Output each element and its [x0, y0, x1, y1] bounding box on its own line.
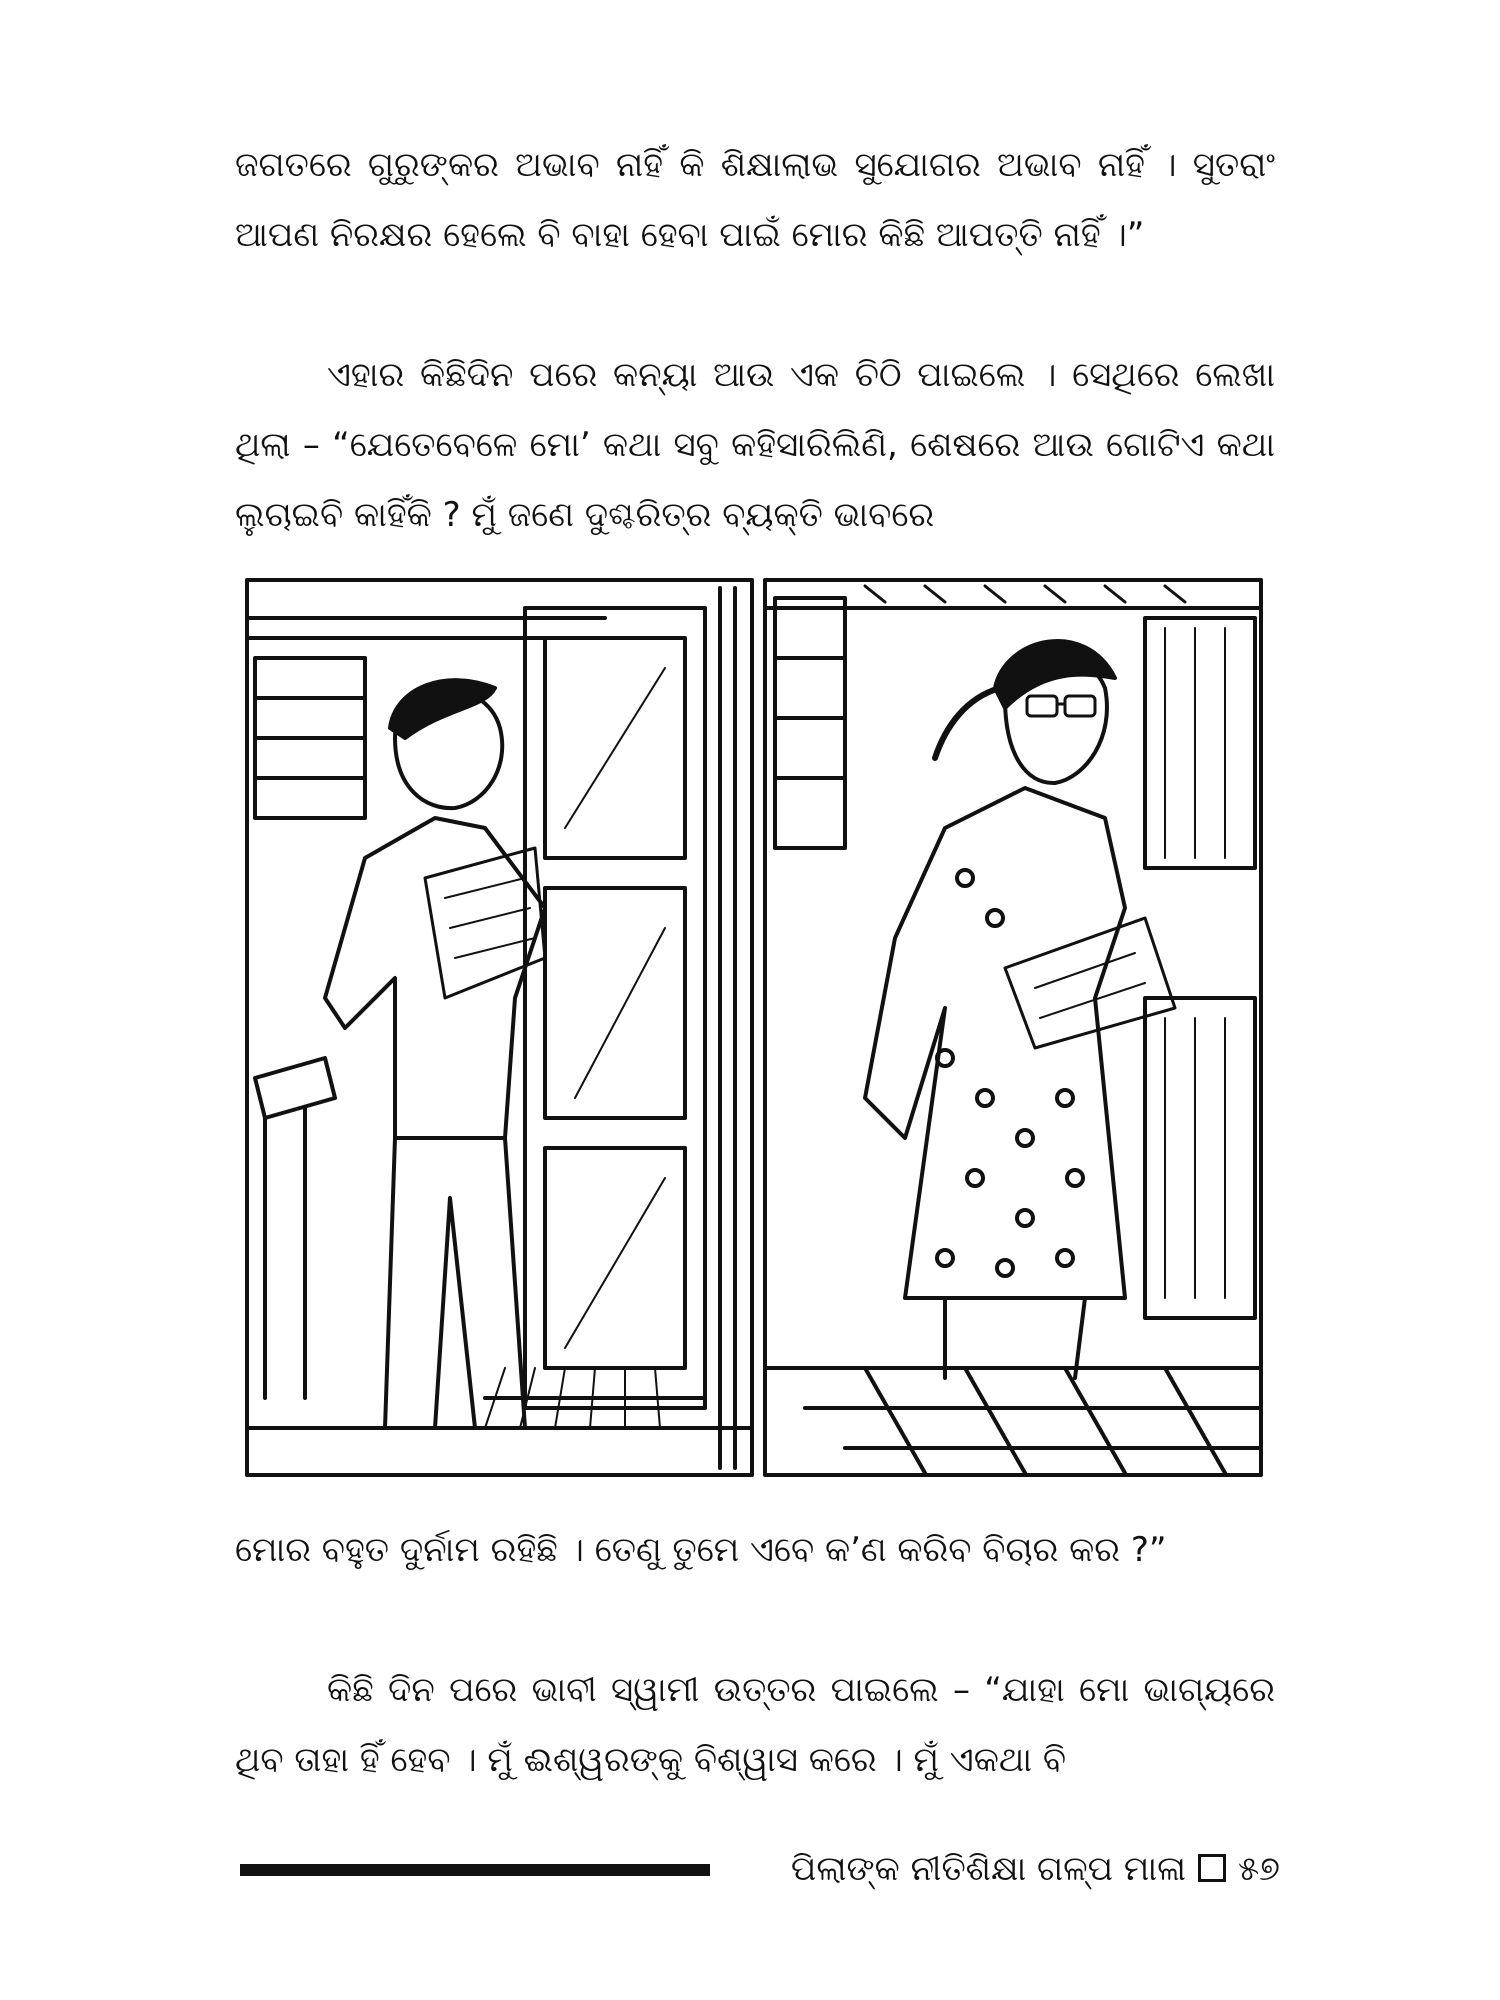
page-footer [240, 1840, 1280, 1900]
left-panel-frame [247, 580, 752, 1475]
footer-rule [240, 1864, 710, 1876]
paragraph-reply: କିଛି ଦିନ ପରେ ଭାବୀ ସ୍ୱାମୀ ଉତ୍ତର ପାଇଲେ – “ଯାହା ମୋ ଭାଗ୍ୟରେ ଥିବ ତାହା ହିଁ ହେବ । ମୁଁ ଈଶ୍ୱରଙ୍କୁ ବିଶ୍ୱାସ କରେ । ମୁଁ ଏକଥା ବି [235, 1670, 1275, 1780]
illustration-two-readers [245, 578, 1265, 1478]
right-room-background [765, 586, 1261, 1473]
paragraph-confession-end: ମୋର ବହୁତ ଦୁର୍ନାମ ରହିଛି । ତେଣୁ ତୁମେ ଏବେ କ’ଣ କରିବ ବିଚାର କର ?” [235, 1530, 1167, 1570]
paragraph-second-letter: ଏହାର କିଛିଦିନ ପରେ କନ୍ୟା ଆଉ ଏକ ଚିଠି ପାଇଲେ । ସେଥିରେ ଲେଖା ଥିଲା – “ଯେତେବେଳେ ମୋ’ କଥା ସବୁ କହିସାରିଲିଣି, ଶେଷରେ ଆଉ ଗୋଟିଏ କଥା ଲୁଚାଇବି କାହିଁକି ? ମୁଁ ଜଣେ ଦୁଶ୍ଚରିତ୍ର ବ୍ୟକ୍ତି ଭାବରେ [235, 355, 1275, 535]
man-reading-letter [325, 680, 545, 1428]
footer-label [791, 1844, 1280, 1894]
footer-book-title: ପିଲାଙ୍କ ନୀତିଶିକ୍ଷା ଗଳ୍ପ ମାଳା [790, 1849, 1186, 1889]
illustration-drawing [245, 578, 1265, 1478]
paragraph-letter-end: ଜଗତରେ ଗୁରୁଙ୍କର ଅଭାବ ନାହିଁ କି ଶିକ୍ଷାଲାଭ ସୁଯୋଗର ଅଭାବ ନାହିଁ । ସୁତରାଂ ଆପଣ ନିରକ୍ଷର ହେଲେ ବି ବାହା ହେବା ପାଇଁ ମୋର କିଛି ଆପତ୍ତି ନାହିଁ ।” [235, 145, 1275, 255]
page-number: ୫୭ [1237, 1849, 1280, 1889]
square-icon [1198, 1854, 1226, 1882]
right-panel-frame [765, 580, 1261, 1475]
woman-reading-letter [865, 641, 1175, 1378]
